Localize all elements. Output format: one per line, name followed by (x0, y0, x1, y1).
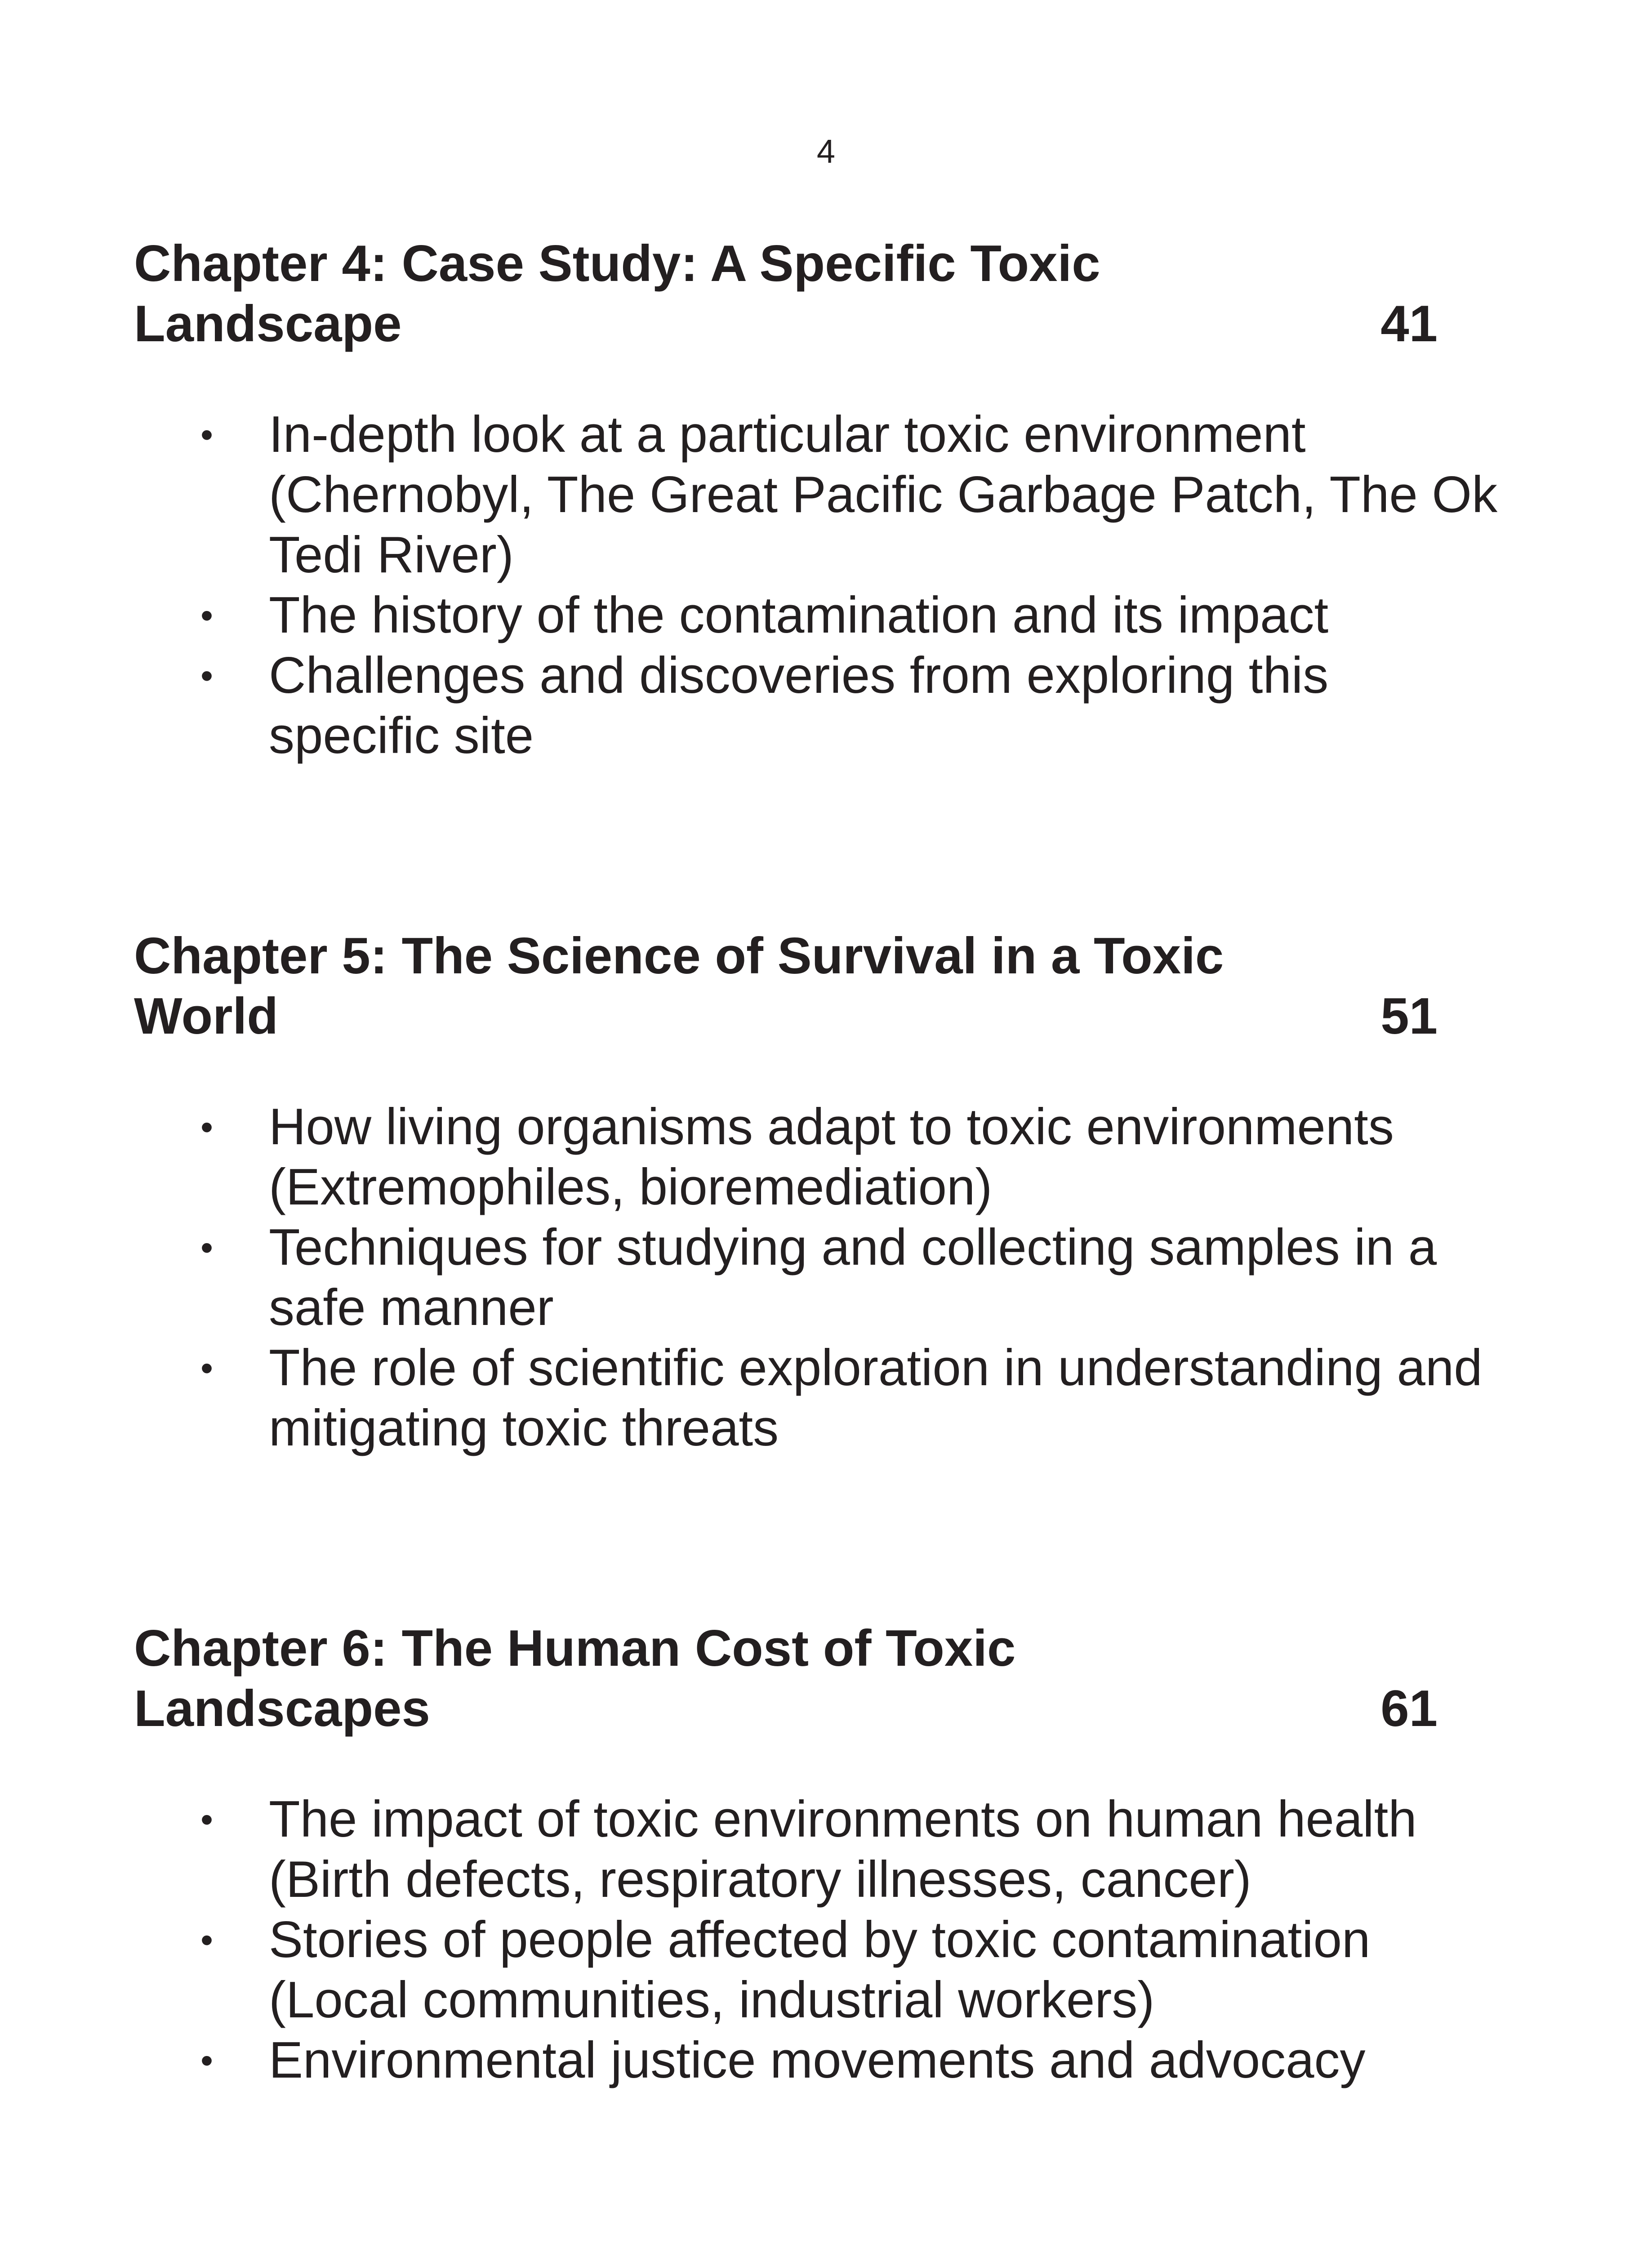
chapter-6-title: Chapter 6: The Human Cost of Toxic Landscapes (134, 1620, 1016, 1737)
list-item-text: The history of the contamination and its impact (269, 587, 1329, 644)
list-item-text: How living organisms adapt to toxic environments (Extremophiles, bioremediation) (269, 1098, 1394, 1216)
list-item (134, 646, 1505, 766)
chapter-4-page-number: 41 (1380, 295, 1438, 352)
list-item-text: Techniques for studying and collecting samples in a safe manner (269, 1219, 1437, 1336)
chapter-4-title: Chapter 4: Case Study: A Specific Toxic Landscape (134, 235, 1100, 352)
page-number: 4 (816, 133, 836, 170)
bullet-icon: • (200, 1227, 214, 1267)
chapter-4-section (134, 234, 1505, 766)
chapter-6-page-number: 61 (1380, 1680, 1438, 1737)
bullet-icon: • (200, 2040, 214, 2080)
list-item-text: The role of scientific exploration in understanding and mitigating toxic threats (269, 1339, 1483, 1457)
list-item-text: Challenges and discoveries from exploring this specific site (269, 647, 1329, 764)
chapter-6-section (134, 1619, 1505, 2091)
bullet-icon: • (200, 1107, 214, 1147)
list-item (134, 2030, 1505, 2091)
list-item-text: Environmental justice movements and advocacy (269, 2032, 1366, 2089)
list-item (134, 1789, 1505, 1910)
list-item-text: In-depth look at a particular toxic environment (Chernobyl, The Great Pacific Garbage Patch, The Ok Tedi River) (269, 406, 1498, 584)
bullet-icon: • (200, 415, 214, 455)
chapter-5-section (134, 926, 1505, 1459)
chapter-5-page-number: 51 (1380, 988, 1438, 1045)
bullet-icon: • (200, 1799, 214, 1839)
chapter-5-topics (134, 1097, 1505, 1459)
bullet-icon: • (200, 1348, 214, 1388)
chapter-4-topics (134, 405, 1505, 766)
list-item (134, 1338, 1505, 1459)
chapter-5-heading (134, 926, 1465, 1047)
bullet-icon: • (200, 595, 214, 635)
chapter-6-topics (134, 1789, 1505, 2091)
list-item (134, 1910, 1505, 2030)
list-item (134, 1218, 1505, 1338)
list-item-text: The impact of toxic environments on human health (Birth defects, respiratory illnesses, cancer) (269, 1791, 1417, 1908)
chapter-5-title: Chapter 5: The Science of Survival in a Toxic World (134, 928, 1224, 1045)
list-item (134, 405, 1505, 585)
list-item (134, 1097, 1505, 1218)
list-item (134, 585, 1505, 646)
chapter-4-heading (134, 234, 1465, 354)
chapter-6-heading (134, 1619, 1465, 1739)
bullet-icon: • (200, 656, 214, 696)
bullet-icon: • (200, 1920, 214, 1960)
list-item-text: Stories of people affected by toxic contamination (Local communities, industrial workers) (269, 1911, 1371, 2029)
